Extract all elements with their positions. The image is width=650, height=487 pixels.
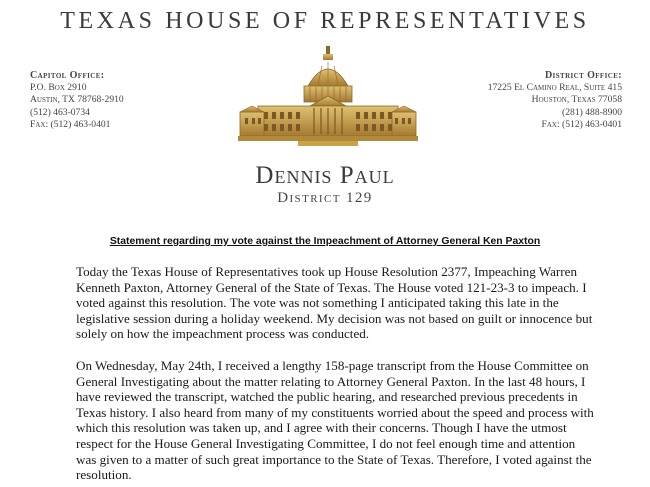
capitol-building-icon [238, 46, 418, 148]
representative-district: District 129 [277, 190, 373, 206]
district-office-city: Houston, Texas 77058 [531, 94, 622, 106]
capitol-office-city: Austin, TX 78768-2910 [30, 94, 124, 106]
capitol-office-phone: (512) 463-0734 [30, 106, 90, 118]
statement-title: Statement regarding my vote against the Impeachment of Attorney General Ken Paxton [109, 236, 541, 247]
capitol-office-heading: Capitol Office: [30, 70, 105, 81]
representative-name: Dennis Paul [255, 162, 395, 189]
district-office-phone: (281) 488-8900 [562, 106, 622, 118]
statement-paragraph-1: Today the Texas House of Representatives took up House Resolution 2377, Impeaching Warren Kenneth Paxton, Attorney General of the State of Texas. The House voted 121-23-3 to impeach. I voted against this resolution. The vote was not something I anticipated taking this late in the legislative session during a holiday weekend. My decision was not based on guilt or innocence but solely on how the impeachment process was conducted. [76, 264, 593, 342]
capitol-office-po-box: P.O. Box 2910 [30, 82, 87, 94]
district-office-heading: District Office: [544, 70, 622, 81]
district-office-block [488, 70, 622, 131]
district-office-fax: Fax: (512) 463-0401 [541, 118, 622, 130]
capitol-office-fax: Fax: (512) 463-0401 [30, 118, 111, 130]
letterhead-title: TEXAS HOUSE OF REPRESENTATIVES [60, 8, 590, 34]
statement-paragraph-2: On Wednesday, May 24th, I received a lengthy 158-page transcript from the House Committee on General Investigating about the matter relating to Attorney General Paxton. In the last 48 hours, I have reviewed the transcript, watched the public hearing, and researched previous precedents in Texas history. I also heard from many of my constituents worried about the speed and process with which this resolution was taken up, and I agree with their concerns. Though I have the utmost respect for the House General Investigating Committee, I do not feel enough time and attention was given to a matter of such great importance to the State of Texas. Therefore, I voted against the resolution. [76, 358, 594, 483]
district-office-street: 17225 El Camino Real, Suite 415 [487, 82, 622, 94]
capitol-office-block [30, 70, 124, 131]
